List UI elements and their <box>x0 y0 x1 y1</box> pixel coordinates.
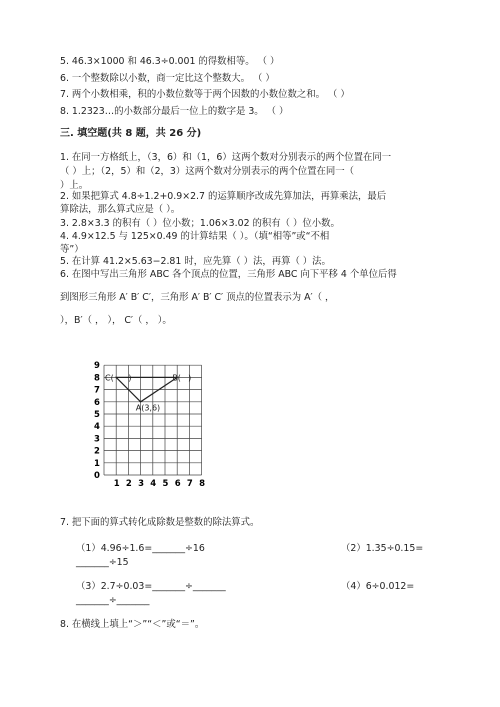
q7-item-4b: _______÷_______ <box>76 595 150 606</box>
vertex-c-label: C( <box>105 373 114 383</box>
judge-q6: 6. 一个整数除以小数，商一定比这个整数大。 （ ） <box>60 73 275 84</box>
x-tick-label: 8 <box>199 479 206 489</box>
fill-q6-line2: 到图形三角形 A′ B′ C′，三角形 A′ B′ C′ 顶点的位置表示为 A′（ ， <box>60 292 335 303</box>
fill-q6-line3: ），B′（ ， ）， C′（ ， ）。 <box>60 315 172 326</box>
y-tick-label: 2 <box>94 446 100 457</box>
vertex-a-label: A(3,6) <box>135 403 161 413</box>
y-tick-label: 9 <box>94 361 100 372</box>
judge-q8: 8. 1.2323…的小数部分最后一位上的数字是 3。 （ ） <box>60 106 289 117</box>
q7-item-3: （3）2.7÷0.03=_______÷_______ <box>76 581 226 592</box>
fill-q1-line1: 1. 在同一方格纸上，（3，6）和（1，6）这两个数对分别表示的两个位置在同一 <box>60 152 392 163</box>
judge-q5: 5. 46.3×1000 和 46.3÷0.001 的得数相等。 （ ） <box>60 56 280 67</box>
x-tick-label: 6 <box>174 479 181 489</box>
grid-lines <box>104 365 202 475</box>
fill-q5: 5. 在计算 41.2×5.63−2.81 时，应先算（ ）法，再算（ ）法。 <box>60 256 331 267</box>
fill-q3: 3. 2.8×3.3 的积有（ ）位小数；1.06×3.02 的积有（ ）位小数。 <box>60 218 340 229</box>
grid-svg <box>94 340 214 495</box>
vertex-c-close: ) <box>128 373 132 383</box>
q7-item-1: （1）4.96÷1.6=_______÷16 <box>76 543 205 554</box>
q7-item-4: （4）6÷0.012= <box>341 581 415 592</box>
y-tick-label: 3 <box>94 434 100 445</box>
y-tick-label: 1 <box>94 458 100 469</box>
fill-q1-line2: （ ）上；（2，5）和（2，3）这两个数对分别表示的两个位置在同一（ <box>60 166 355 177</box>
x-tick-label: 3 <box>138 479 145 489</box>
x-tick-label: 4 <box>150 479 157 489</box>
fill-q1-line3: ）上。 <box>60 180 89 191</box>
y-tick-labels <box>94 361 100 481</box>
vertex-b-close: ) <box>188 373 192 383</box>
x-tick-label: 1 <box>113 479 120 489</box>
x-tick-label: 2 <box>125 479 132 489</box>
fill-q6-line1: 6. 在图中写出三角形 ABC 各个顶点的位置，三角形 ABC 向下平移 4 个单位后得 <box>60 269 397 280</box>
section-title: 三. 填空题(共 8 题，共 26 分) <box>60 128 202 139</box>
fill-q2-line1: 2. 如果把算式 4.8÷1.2+0.9×2.7 的运算顺序改成先算加法，再算乘法，最后 <box>60 191 387 202</box>
y-tick-label: 0 <box>94 471 100 481</box>
q7-item-2b: _______÷15 <box>76 557 129 568</box>
y-tick-label: 4 <box>94 422 100 433</box>
x-tick-label: 7 <box>186 479 193 489</box>
judge-q7: 7. 两个小数相乘，积的小数位数等于两个因数的小数位数之和。 （ ） <box>60 89 350 100</box>
coordinate-grid <box>94 340 214 495</box>
x-tick-labels <box>114 479 205 489</box>
y-tick-label: 5 <box>94 410 100 420</box>
x-tick-label: 5 <box>162 479 169 489</box>
vertex-b-label: B( <box>172 373 181 383</box>
q7-item-2: （2）1.35÷0.15= <box>341 543 424 554</box>
y-tick-label: 7 <box>94 385 100 396</box>
fill-q4-line2: 等”） <box>60 244 84 255</box>
fill-q7: 7. 把下面的算式转化成除数是整数的除法算式。 <box>60 517 260 528</box>
y-tick-label: 8 <box>94 373 100 384</box>
fill-q4-line1: 4. 4.9×12.5 与 125×0.49 的计算结果（ ）。（填“相等”或“不相 <box>60 231 330 242</box>
fill-q8: 8. 在横线上填上“＞”“＜”或“＝”。 <box>60 619 205 630</box>
y-tick-label: 6 <box>94 397 100 408</box>
fill-q2-line2: 算除法，那么算式应是（ ）。 <box>60 204 181 215</box>
